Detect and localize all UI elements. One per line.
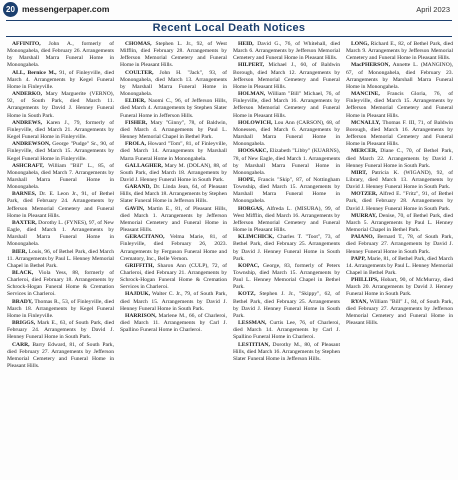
decedent-name: ASHCRAFT,: [12, 162, 44, 169]
decedent-name: HILPERT,: [238, 62, 264, 69]
death-notice: [120, 70, 227, 99]
notice-text: Sharon Ann (CULP), 72, of Charleroi, died February 21. Arrangements by Schrock-Hogan Funeral Home & Cremation Services in Charleroi.: [120, 262, 227, 291]
section-title: Recent Local Death Notices: [152, 22, 306, 34]
death-notice: [120, 313, 227, 334]
notice-text: Stephen L. Jr., 92, of West Mifflin, died February 28. Arrangements by Jefferson Memorial Cemetery and Funeral Home in Pleasant Hills.: [120, 41, 227, 69]
notice-text: Dorothy M., 80, of Pleasant Hills, died March 16. Arrangements by Stephen Slater Funeral Home in Jefferson Hills.: [233, 341, 340, 362]
death-notice: [7, 342, 114, 371]
decedent-name: ANDREWS,: [12, 119, 42, 126]
decedent-name: AFFINITO,: [12, 41, 41, 47]
notice-text: Lou Ann (CARSON), 68, of Monessen, died March 6. Arrangements by Marshall Marra Funeral Home in Monongahela.: [233, 119, 340, 148]
decedent-name: ELDER,: [125, 98, 146, 105]
death-notice: [346, 277, 453, 298]
death-notice: [120, 41, 227, 70]
death-notice: [7, 163, 114, 192]
page-header: [0, 0, 458, 20]
death-notice: [7, 320, 114, 341]
decedent-name: HARRISON,: [125, 312, 157, 319]
decedent-name: MERCER,: [351, 148, 378, 155]
notice-text: Mark E., 63, of South Park, died February 24. Arrangements by David J. Henney Funeral Home in South Park.: [7, 320, 114, 341]
decedent-name: BRIGGS,: [12, 320, 36, 327]
decedent-name: GARAND,: [125, 184, 151, 191]
decedent-name: PAPP,: [351, 255, 366, 262]
notice-text: George, 83, formerly of Peters Township, died March 15. Arrangements by Paul L. Henney Memorial Chapel in Bethel Park.: [233, 262, 340, 291]
death-notice: [346, 170, 453, 191]
notice-text: Elizabeth "Libby" (KUARNS), 78, of New Eagle, died March 1. Arrangements by Marshall Marra Funeral Home in Monongahela.: [233, 148, 340, 176]
decedent-name: ALL, Bernice M.,: [12, 69, 57, 76]
death-notice: [120, 184, 227, 205]
death-notice: [233, 291, 340, 320]
notice-text: Marie, 81, of Bethel Park, died March 14. Arrangements by Paul L. Henney Memorial Chapel in Bethel Park.: [346, 255, 453, 276]
death-notice: [233, 41, 340, 62]
decedent-name: HORGAS,: [238, 205, 264, 212]
notice-text: David G., 76, of Whitehall, died March 6. Arrangements by Jefferson Memorial Cemetery and Funeral Home in Pleasant Hills.: [233, 41, 340, 62]
notice-text: Mary "Ginny", 78, of Baldwin, died March 4. Arrangements by Paul L. Henney Memorial Chapel in Bethel Park.: [120, 119, 227, 141]
death-notice: [346, 120, 453, 149]
decedent-name: RYAN,: [351, 298, 368, 305]
decedent-name: FROLA,: [125, 141, 146, 148]
notice-column-4: [346, 41, 453, 477]
notice-text: William "Bill" Michael, 76, of Finleyville, died March 16. Arrangements by Jefferson Memorial Cemetery and Funeral Home in Pleasant Hills.: [233, 91, 340, 119]
death-notice: [346, 213, 453, 234]
notice-text: Richard E., 82, of Bethel Park, died March 9. Arrangements by Jefferson Memorial Cemetery and Funeral Home in Pleasant Hills.: [346, 41, 453, 62]
notice-text: Francis Gloria, 76, of Finleyville, died March 15. Arrangements by Jefferson Memorial Cemetery and Funeral Home in Pleasant Hills.: [346, 91, 453, 119]
notice-text: Barry Edward, 81, of South Park, died February 27. Arrangements by Jefferson Memorial Cemetery and Funeral Home in Pleasant Hills.: [7, 341, 114, 370]
death-notice: [346, 41, 453, 62]
notice-text: Marlene M., 66, of Charleroi, died March 11. Arrangements by Carl J. Spallino Funeral Home in Charleroi.: [120, 312, 227, 334]
decedent-name: BAXTER,: [12, 219, 37, 226]
decedent-name: GALLAGHER,: [125, 162, 163, 169]
notice-text: Louis, 96, of Bethel Park, died March 11. Arrangements by Paul L. Henney Memorial Chapel in Bethel Park.: [7, 248, 114, 269]
notice-text: Dorothy L. (FYNES), 97, of New Eagle, died March 1. Arrangements by Marshall Marra Funeral Home in Monongahela.: [7, 219, 114, 248]
notice-text: Walter C. Jr., 79, of South Park, died March 15. Arrangements by David J. Henney Funeral Home in South Park.: [120, 291, 227, 312]
death-notice: [7, 70, 114, 91]
notice-text: William "Bill" J., 84, of South Park, died February 27. Arrangements by Jefferson Memorial Cemetery and Funeral Home in Pleasant Hills.: [346, 298, 453, 327]
death-notice: [233, 320, 340, 341]
decedent-name: BLACK,: [12, 270, 34, 276]
notice-text: Michael J., 60, of Baldwin Borough, died March 12. Arrangements by Jefferson Memorial Cemetery and Funeral Home in Pleasant Hills.: [233, 62, 340, 90]
notice-text: Bernard T., 78, of South Park, died February 27. Arrangements by David J. Henney Funeral Home in South Park.: [346, 234, 453, 255]
notices-columns: [7, 41, 453, 477]
decedent-name: LONG,: [351, 41, 369, 47]
death-notice: [7, 249, 114, 270]
decedent-name: HOOSAKC,: [238, 148, 268, 155]
death-notice: [7, 120, 114, 141]
death-notice: [7, 220, 114, 249]
decedent-name: MURRAY,: [351, 212, 377, 219]
notice-text: Mary M. (DOLAN), 88, of South Park, died March 18. Arrangements by David J. Henney Funeral Home in South Park.: [120, 162, 227, 183]
death-notice: [7, 91, 114, 120]
death-notice: [120, 141, 227, 162]
death-notice: [233, 263, 340, 292]
site-name: messengerpaper.com: [22, 4, 110, 14]
notice-text: Mary Marguerite (VERNO), 92, of South Park, died March 11. Arrangements by David J. Henney Funeral Home in South Park.: [7, 91, 114, 119]
decedent-name: ANDERKO,: [12, 91, 42, 98]
decedent-name: GRIFFITH,: [125, 262, 155, 269]
death-notice: [7, 191, 114, 220]
decedent-name: CHOMAS,: [125, 41, 152, 47]
decedent-name: ANDREWSON,: [12, 141, 51, 148]
notice-text: Martin E., 81, of Pleasant Hills, died March 1. Arrangements by Jefferson Memorial Cemetery and Funeral Home in Pleasant Hills.: [120, 205, 227, 234]
decedent-name: FISHER,: [125, 119, 148, 126]
decedent-name: BIER,: [12, 248, 28, 255]
death-notice: [346, 256, 453, 277]
death-notice: [7, 270, 114, 299]
notice-text: Charles T. "Toot", 73, of Bethel Park, died February 25. Arrangements by David J. Henney Funeral Home in South Park.: [233, 234, 340, 262]
death-notice: [233, 234, 340, 263]
decedent-name: MOTZER,: [351, 191, 378, 198]
notice-text: Stephen J. Jr., "Skippy", 62, of Bethel Park, died February 25. Arrangements by David J. Henney Funeral Home in South Park.: [233, 291, 340, 319]
notice-text: Denise, 70, of Bethel Park, died March 5. Arrangements by Paul L. Henney Memorial Chapel in Bethel Park.: [346, 212, 453, 234]
death-notice: [346, 148, 453, 169]
notice-column-3: [233, 41, 340, 477]
death-notice: [120, 291, 227, 312]
decedent-name: GAVIN,: [125, 205, 145, 212]
notice-text: Alfred E. "Fritz", 91, of Bethel Park, died February 28. Arrangements by David J. Henney Funeral Home in South Park.: [346, 191, 453, 212]
death-notice: [233, 177, 340, 206]
decedent-name: HOPE,: [238, 176, 256, 183]
decedent-name: KOTZ,: [238, 291, 256, 298]
decedent-name: KOPAC,: [238, 262, 260, 269]
notice-text: Karen J., 79, formerly of Finleyville, died March 21. Arrangements by Kegel Funeral Home in Finleyville.: [7, 119, 114, 141]
decedent-name: KLIMCHICK,: [238, 234, 274, 241]
death-notice: [120, 206, 227, 235]
death-notice: [120, 163, 227, 184]
decedent-name: MacPHERSON,: [351, 62, 390, 69]
notice-text: John H. "Jack", 93, of Monongahela, died March 13. Arrangements by Marshall Marra Funeral Home in Monongahela.: [120, 69, 227, 98]
notice-text: Annette L. (MANGINO), 67, of Monongahela, died February 23. Arrangements by Marshall Marra Funeral Home in Monongahela.: [346, 62, 453, 90]
death-notice: [120, 234, 227, 263]
decedent-name: HOLOWICH,: [238, 119, 273, 126]
death-notice: [7, 141, 114, 162]
notice-text: Naomi C., 96, of Jefferson Hills, died March 4. Arrangements by Stephen Slater Funeral Home in Jefferson Hills.: [120, 98, 227, 119]
decedent-name: LESTITIAN,: [238, 341, 270, 348]
death-notice: [346, 62, 453, 91]
notice-text: Alfreda L. (MISURA), 99, of West Mifflin, died March 16. Arrangements by Jefferson Memorial Cemetery and Funeral Home in Pleasant Hills.: [233, 205, 340, 234]
decedent-name: LESSMAN,: [238, 320, 267, 327]
decedent-name: GERACITANO,: [125, 234, 165, 241]
notice-text: 91, of Finleyville, died March 4. Arrangements by Kegel Funeral Home in Finleyville.: [7, 69, 114, 90]
decedent-name: HEID,: [238, 41, 254, 47]
death-notice: [346, 191, 453, 212]
decedent-name: MIRT,: [351, 169, 368, 176]
decedent-name: COULTER,: [125, 69, 154, 76]
notice-column-2: [120, 41, 227, 477]
decedent-name: MANCINE,: [351, 91, 380, 98]
death-notice: [120, 120, 227, 141]
death-notice: [346, 234, 453, 255]
death-notice: [7, 299, 114, 320]
notice-text: Hobart, 90, of McMurray, died March 20. Arrangements by David J. Henney Funeral Home in South Park.: [346, 277, 453, 298]
death-notice: [7, 41, 114, 70]
decedent-name: BRADY,: [12, 298, 33, 305]
death-notice: [120, 98, 227, 119]
death-notice: [233, 342, 340, 363]
notice-column-1: [7, 41, 114, 477]
notice-text: Curtis Lee, 76, of Charleroi, died March 14. Arrangements by Carl J. Spallino Funeral Home in Charleroi.: [233, 320, 340, 341]
notice-text: Thomas F. III, 71, of Baldwin Borough, died March 16. Arrangements by Jefferson Memorial Cemetery and Funeral Home in Pleasant Hills.: [346, 119, 453, 148]
header-rule: [6, 20, 452, 21]
death-notice: [120, 263, 227, 292]
notice-text: Thomas R., 53, of Finleyville, died March 18. Arrangements by Kegel Funeral Home in Finleyville.: [7, 298, 114, 319]
decedent-name: PHILLIPS,: [351, 277, 379, 284]
notice-text: John A., formerly of Monongahela, died February 26. Arrangements by Marshall Marra Funeral Home in Monongahela.: [7, 41, 114, 69]
notice-text: Francis "Skip", 87, of Nottingham Township, died March 15. Arrangements by Marshall Marra Funeral Home in Monongahela.: [233, 176, 340, 205]
death-notice: [233, 148, 340, 177]
death-notice: [346, 299, 453, 328]
notice-text: Diane C., 70, of Bethel Park, died March 22. Arrangements by David J. Henney Funeral Home in South Park.: [346, 148, 453, 169]
notice-text: Velma Marie, 81, of Finleyville, died February 26, 2023. Arrangements by Ferguson Funeral Home and Crematory, Inc., Belle Vernon.: [120, 234, 227, 262]
page-number-badge: 20: [3, 2, 18, 17]
death-notice: [233, 206, 340, 235]
death-notice: [346, 91, 453, 120]
decedent-name: PAIANO,: [351, 234, 375, 241]
decedent-name: MCNALLY,: [351, 119, 381, 126]
decedent-name: HOLMAN,: [238, 91, 266, 98]
death-notice: [233, 91, 340, 120]
death-notice: [233, 120, 340, 149]
notice-text: George "Pudge" Sr., 90, of Finleyville, died March 15. Arrangements by Kegel Funeral Home in Finleyville.: [7, 141, 114, 162]
decedent-name: BARNES,: [12, 191, 37, 198]
decedent-name: CARR,: [12, 341, 30, 348]
notice-text: William "Bill" L., 85, of Monongahela, died March 7. Arrangements by Marshall Marra Funeral Home in Monongahela.: [7, 162, 114, 191]
notice-text: Howard "Tom", 81, of Finleyville, died March 14. Arrangements by Marshall Marra Funeral Home in Monongahela.: [120, 141, 227, 162]
notice-text: Dr. Linda Jean, 64, of Pleasant Hills, died March 18. Arrangements by Stephen Slater Funeral Home in Jefferson Hills.: [120, 184, 227, 205]
notice-text: Viola Yess, 88, formerly of Charleroi, died February 18. Arrangements by Schrock-Hogan Funeral Home & Cremation Services in Charleroi.: [7, 270, 114, 298]
title-rule: [6, 36, 452, 37]
issue-date: April 2023: [416, 5, 450, 14]
death-notice: [233, 62, 340, 91]
notice-text: Dr. E. Leon Jr., 91, of Bethel Park, died February 24. Arrangements by Jefferson Memorial Cemetery and Funeral Home in Pleasant Hills.: [7, 191, 114, 219]
notice-text: Patricia K. (WIGAND), 92, of Library, died March 13. Arrangements by David J. Henney Funeral Home in South Park.: [346, 169, 453, 191]
decedent-name: HAJDUK,: [125, 291, 151, 298]
